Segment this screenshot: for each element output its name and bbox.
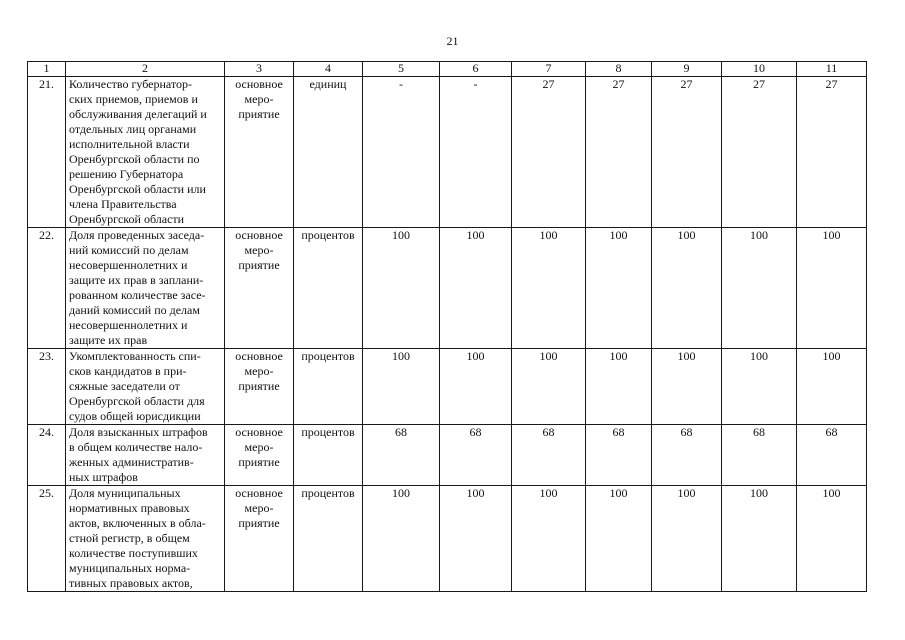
page-number: 21: [446, 34, 459, 48]
table-row: [28, 228, 867, 349]
table-header: [28, 62, 867, 77]
column-header-3: 3: [225, 62, 294, 77]
value-cell-col-8: 100: [586, 486, 652, 592]
value-cell-col-10: 27: [722, 77, 797, 228]
unit-cell: процентов: [294, 425, 363, 486]
column-header-1: 1: [28, 62, 66, 77]
table-row: [28, 425, 867, 486]
indicators-table: [27, 61, 867, 592]
event-type-cell: основное меро- приятие: [225, 349, 294, 425]
value-cell-col-7: 27: [512, 77, 586, 228]
value-cell-col-7: 68: [512, 425, 586, 486]
value-cell-col-6: 100: [440, 228, 512, 349]
value-cell-col-6: -: [440, 77, 512, 228]
indicator-name-cell: Укомплектованность спи- сков кандидатов в при- сяжные заседатели от Оренбургской области для судов общей юрисдикции: [66, 349, 225, 425]
column-header-10: 10: [722, 62, 797, 77]
value-cell-col-5: 100: [363, 349, 440, 425]
column-header-11: 11: [797, 62, 867, 77]
unit-cell: процентов: [294, 228, 363, 349]
event-type-cell: основное меро- приятие: [225, 486, 294, 592]
value-cell-col-11: 68: [797, 425, 867, 486]
value-cell-col-6: 100: [440, 486, 512, 592]
value-cell-col-9: 100: [652, 486, 722, 592]
table-row: [28, 486, 867, 592]
table-row: [28, 77, 867, 228]
indicator-name-cell: Количество губернатор- ских приемов, приемов и обслуживания делегаций и отдельных лиц органами исполнительной власти Оренбургской области по решению Губернатора Оренбургской области или члена Правительства Оренбургской области: [66, 77, 225, 228]
column-header-4: 4: [294, 62, 363, 77]
value-cell-col-9: 27: [652, 77, 722, 228]
row-number-cell: 23.: [28, 349, 66, 425]
value-cell-col-10: 68: [722, 425, 797, 486]
value-cell-col-11: 100: [797, 486, 867, 592]
value-cell-col-11: 27: [797, 77, 867, 228]
value-cell-col-5: 68: [363, 425, 440, 486]
value-cell-col-6: 100: [440, 349, 512, 425]
column-header-6: 6: [440, 62, 512, 77]
column-header-2: 2: [66, 62, 225, 77]
value-cell-col-7: 100: [512, 349, 586, 425]
value-cell-col-10: 100: [722, 228, 797, 349]
column-header-5: 5: [363, 62, 440, 77]
event-type-cell: основное меро- приятие: [225, 425, 294, 486]
value-cell-col-5: 100: [363, 228, 440, 349]
value-cell-col-7: 100: [512, 228, 586, 349]
column-header-8: 8: [586, 62, 652, 77]
header-row: [28, 62, 867, 77]
unit-cell: единиц: [294, 77, 363, 228]
column-header-7: 7: [512, 62, 586, 77]
value-cell-col-6: 68: [440, 425, 512, 486]
value-cell-col-8: 100: [586, 228, 652, 349]
value-cell-col-8: 68: [586, 425, 652, 486]
value-cell-col-5: 100: [363, 486, 440, 592]
value-cell-col-9: 100: [652, 228, 722, 349]
indicator-name-cell: Доля взысканных штрафов в общем количестве нало- женных административ- ных штрафов: [66, 425, 225, 486]
table-body: [28, 77, 867, 592]
value-cell-col-5: -: [363, 77, 440, 228]
row-number-cell: 25.: [28, 486, 66, 592]
event-type-cell: основное меро- приятие: [225, 77, 294, 228]
event-type-cell: основное меро- приятие: [225, 228, 294, 349]
value-cell-col-10: 100: [722, 349, 797, 425]
unit-cell: процентов: [294, 486, 363, 592]
value-cell-col-8: 27: [586, 77, 652, 228]
unit-cell: процентов: [294, 349, 363, 425]
value-cell-col-9: 100: [652, 349, 722, 425]
column-header-9: 9: [652, 62, 722, 77]
value-cell-col-8: 100: [586, 349, 652, 425]
row-number-cell: 24.: [28, 425, 66, 486]
value-cell-col-11: 100: [797, 349, 867, 425]
table-row: [28, 349, 867, 425]
value-cell-col-7: 100: [512, 486, 586, 592]
row-number-cell: 22.: [28, 228, 66, 349]
indicator-name-cell: Доля муниципальных нормативных правовых актов, включенных в обла- стной регистр, в общем количестве поступивших муниципальных норма- тивных правовых актов,: [66, 486, 225, 592]
value-cell-col-10: 100: [722, 486, 797, 592]
value-cell-col-9: 68: [652, 425, 722, 486]
value-cell-col-11: 100: [797, 228, 867, 349]
row-number-cell: 21.: [28, 77, 66, 228]
indicator-name-cell: Доля проведенных заседа- ний комиссий по делам несовершеннолетних и защите их прав в заплани- рованном количестве засе- даний комиссий по делам несовершеннолетних и защите их прав: [66, 228, 225, 349]
